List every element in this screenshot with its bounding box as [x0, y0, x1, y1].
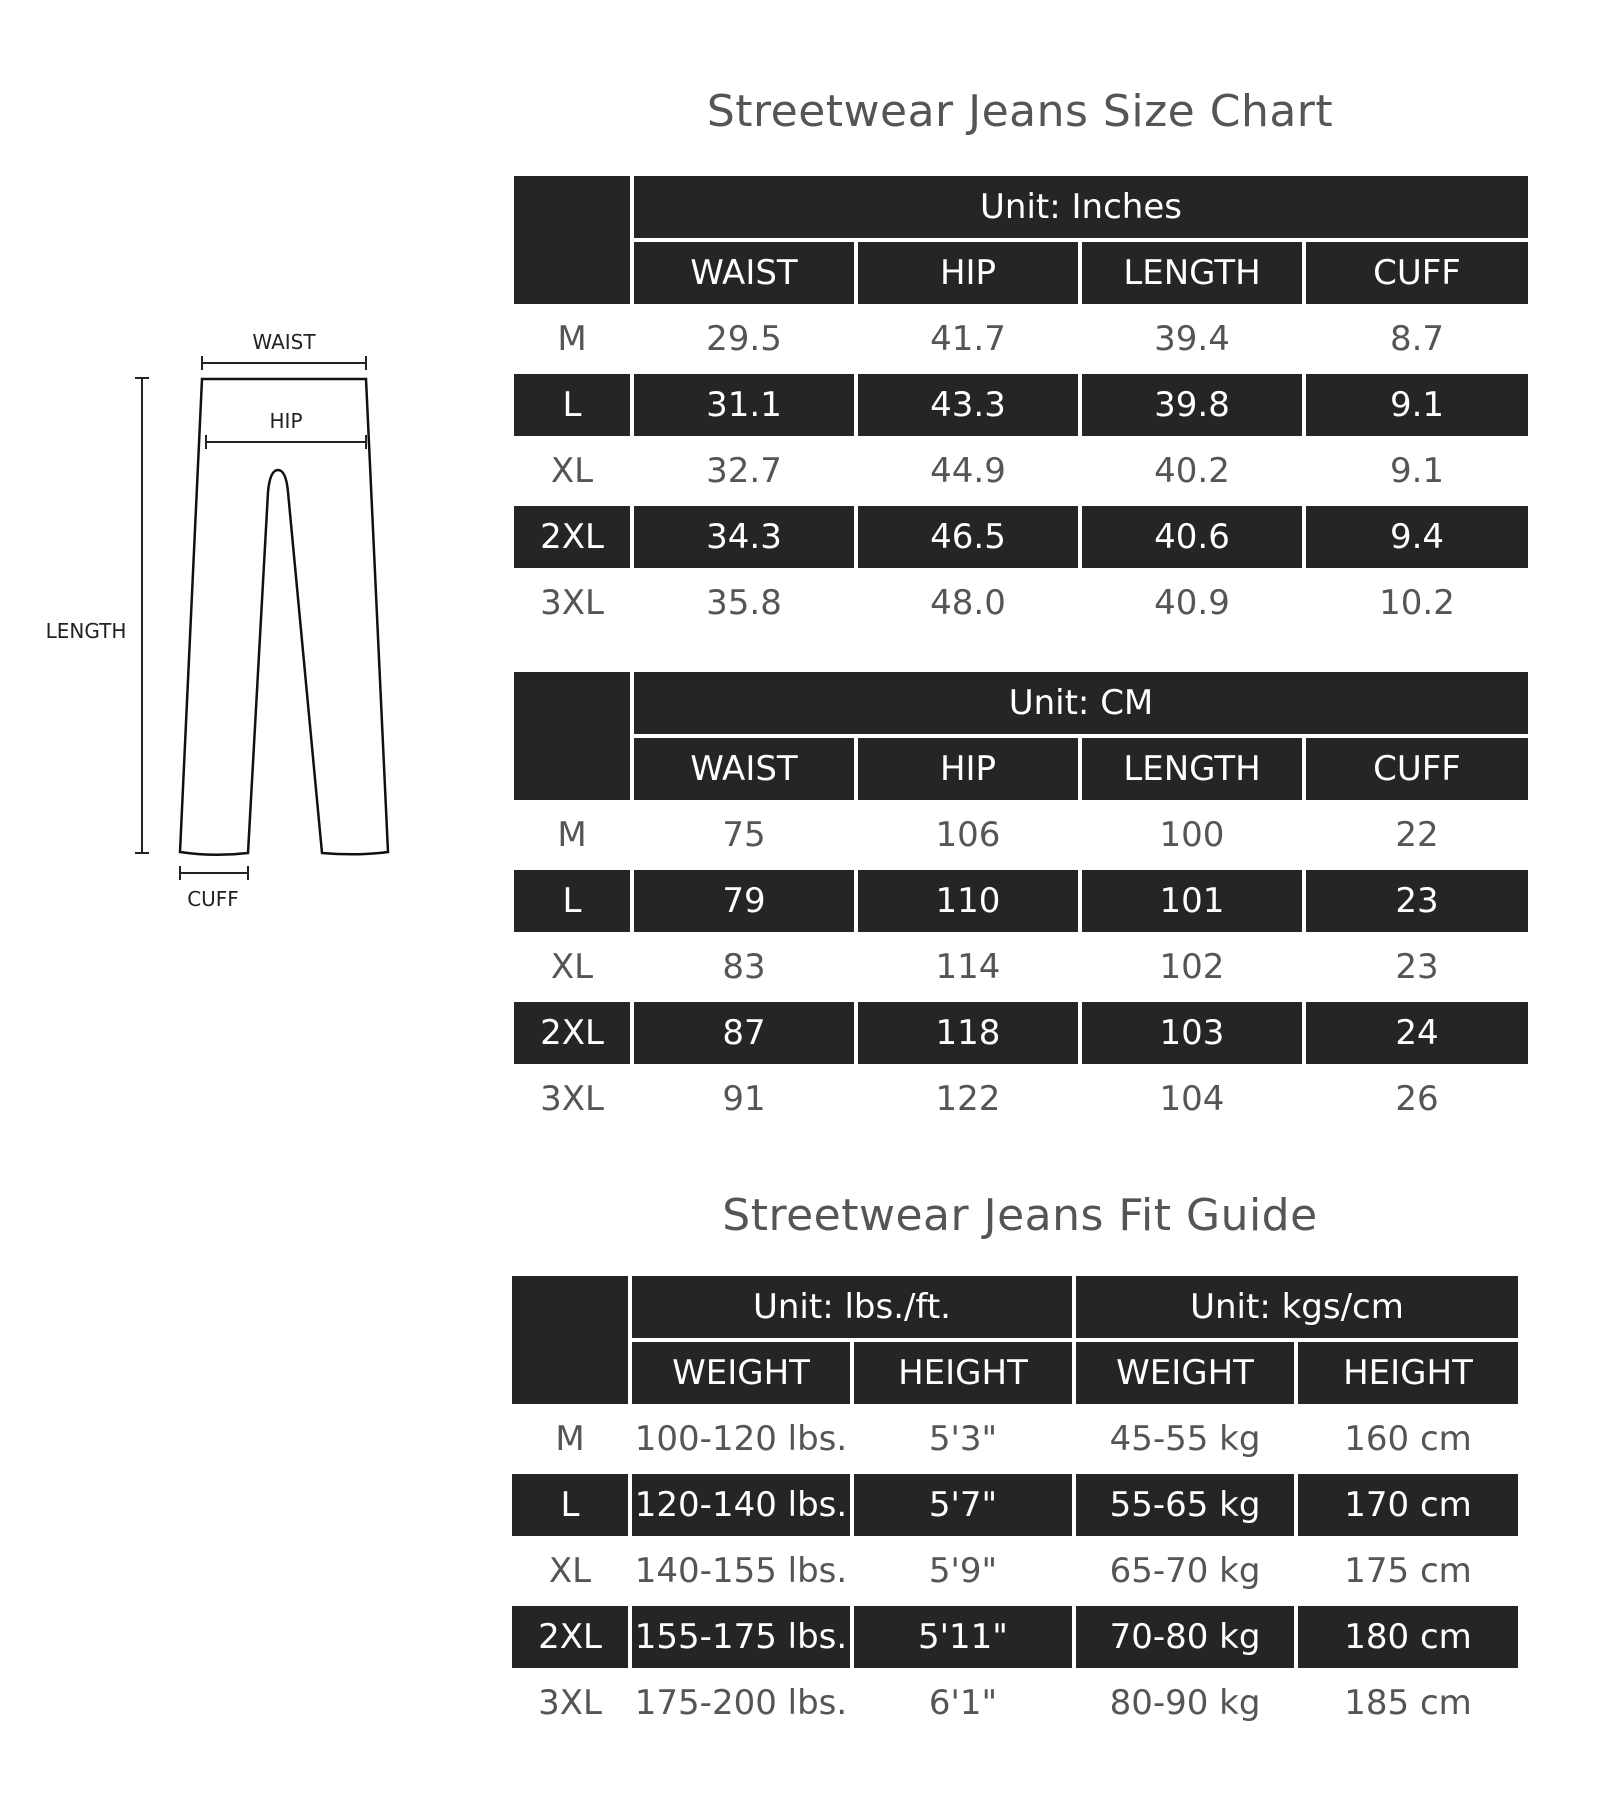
waist-label: WAIST	[252, 330, 316, 354]
table-cell: 5'9"	[854, 1540, 1072, 1602]
size-label: M	[512, 1408, 628, 1470]
fit-guide-table	[512, 1276, 1534, 1734]
column-header: LENGTH	[1082, 242, 1302, 304]
table-cell: 91	[634, 1068, 854, 1130]
size-label: 3XL	[514, 572, 630, 634]
table-cell: 6'1"	[854, 1672, 1072, 1734]
size-chart-inches-table	[514, 176, 1528, 634]
table-cell: 160 cm	[1298, 1408, 1518, 1470]
table-cell: 44.9	[858, 440, 1078, 502]
size-label: 2XL	[512, 1606, 628, 1668]
column-header: WEIGHT	[1076, 1342, 1294, 1404]
jeans-outline-icon	[180, 379, 388, 855]
table-cell: 29.5	[634, 308, 854, 370]
table-cell: 155-175 lbs.	[632, 1606, 850, 1668]
size-chart-cm-table	[514, 672, 1528, 1130]
table-cell: 175-200 lbs.	[632, 1672, 850, 1734]
size-label: XL	[514, 440, 630, 502]
table-cell: 23	[1306, 936, 1528, 998]
table-cell: 118	[858, 1002, 1078, 1064]
table-cell: 104	[1082, 1068, 1302, 1130]
size-label: XL	[514, 936, 630, 998]
table-cell: 41.7	[858, 308, 1078, 370]
table-cell: 102	[1082, 936, 1302, 998]
column-header: WAIST	[634, 738, 854, 800]
table-cell: 45-55 kg	[1076, 1408, 1294, 1470]
table-cell: 103	[1082, 1002, 1302, 1064]
table-cell: 22	[1306, 804, 1528, 866]
table-cell: 87	[634, 1002, 854, 1064]
table-cell: 10.2	[1306, 572, 1528, 634]
table-cell: 55-65 kg	[1076, 1474, 1294, 1536]
size-label: L	[512, 1474, 628, 1536]
table-cell: 8.7	[1306, 308, 1528, 370]
size-label: M	[514, 804, 630, 866]
table-corner	[514, 672, 630, 800]
table-cell: 9.4	[1306, 506, 1528, 568]
unit-header: Unit: Inches	[634, 176, 1528, 238]
column-header: HIP	[858, 738, 1078, 800]
table-cell: 5'7"	[854, 1474, 1072, 1536]
size-label: 2XL	[514, 506, 630, 568]
column-header: LENGTH	[1082, 738, 1302, 800]
table-cell: 100	[1082, 804, 1302, 866]
hip-label: HIP	[269, 409, 303, 433]
table-cell: 75	[634, 804, 854, 866]
table-cell: 48.0	[858, 572, 1078, 634]
table-cell: 34.3	[634, 506, 854, 568]
size-label: M	[514, 308, 630, 370]
table-cell: 9.1	[1306, 374, 1528, 436]
table-cell: 175 cm	[1298, 1540, 1518, 1602]
table-corner	[512, 1276, 628, 1404]
table-cell: 106	[858, 804, 1078, 866]
size-label: XL	[512, 1540, 628, 1602]
table-cell: 40.6	[1082, 506, 1302, 568]
table-cell: 114	[858, 936, 1078, 998]
unit-header-imperial: Unit: lbs./ft.	[632, 1276, 1072, 1338]
table-cell: 5'11"	[854, 1606, 1072, 1668]
size-label: 2XL	[514, 1002, 630, 1064]
table-cell: 80-90 kg	[1076, 1672, 1294, 1734]
column-header: HEIGHT	[854, 1342, 1072, 1404]
table-cell: 32.7	[634, 440, 854, 502]
table-cell: 26	[1306, 1068, 1528, 1130]
table-cell: 70-80 kg	[1076, 1606, 1294, 1668]
table-cell: 101	[1082, 870, 1302, 932]
column-header: HIP	[858, 242, 1078, 304]
table-cell: 110	[858, 870, 1078, 932]
table-cell: 5'3"	[854, 1408, 1072, 1470]
unit-header-metric: Unit: kgs/cm	[1076, 1276, 1518, 1338]
table-cell: 100-120 lbs.	[632, 1408, 850, 1470]
table-cell: 35.8	[634, 572, 854, 634]
table-cell: 185 cm	[1298, 1672, 1518, 1734]
table-cell: 122	[858, 1068, 1078, 1130]
table-cell: 43.3	[858, 374, 1078, 436]
jeans-measurement-diagram	[30, 320, 430, 940]
table-cell: 39.4	[1082, 308, 1302, 370]
unit-header: Unit: CM	[634, 672, 1528, 734]
table-cell: 120-140 lbs.	[632, 1474, 850, 1536]
table-cell: 39.8	[1082, 374, 1302, 436]
size-chart-title: Streetwear Jeans Size Chart	[706, 86, 1334, 137]
table-cell: 180 cm	[1298, 1606, 1518, 1668]
table-cell: 40.2	[1082, 440, 1302, 502]
table-cell: 170 cm	[1298, 1474, 1518, 1536]
table-cell: 83	[634, 936, 854, 998]
fit-guide-title: Streetwear Jeans Fit Guide	[722, 1190, 1318, 1241]
column-header: CUFF	[1306, 738, 1528, 800]
size-label: 3XL	[512, 1672, 628, 1734]
column-header: WAIST	[634, 242, 854, 304]
table-cell: 23	[1306, 870, 1528, 932]
table-cell: 79	[634, 870, 854, 932]
column-header: WEIGHT	[632, 1342, 850, 1404]
length-label: LENGTH	[45, 619, 127, 643]
table-cell: 46.5	[858, 506, 1078, 568]
table-corner	[514, 176, 630, 304]
cuff-label: CUFF	[187, 887, 239, 911]
table-cell: 65-70 kg	[1076, 1540, 1294, 1602]
column-header: CUFF	[1306, 242, 1528, 304]
table-cell: 140-155 lbs.	[632, 1540, 850, 1602]
table-cell: 40.9	[1082, 572, 1302, 634]
table-cell: 9.1	[1306, 440, 1528, 502]
table-cell: 24	[1306, 1002, 1528, 1064]
column-header: HEIGHT	[1298, 1342, 1518, 1404]
size-label: L	[514, 870, 630, 932]
size-label: 3XL	[514, 1068, 630, 1130]
size-label: L	[514, 374, 630, 436]
table-cell: 31.1	[634, 374, 854, 436]
